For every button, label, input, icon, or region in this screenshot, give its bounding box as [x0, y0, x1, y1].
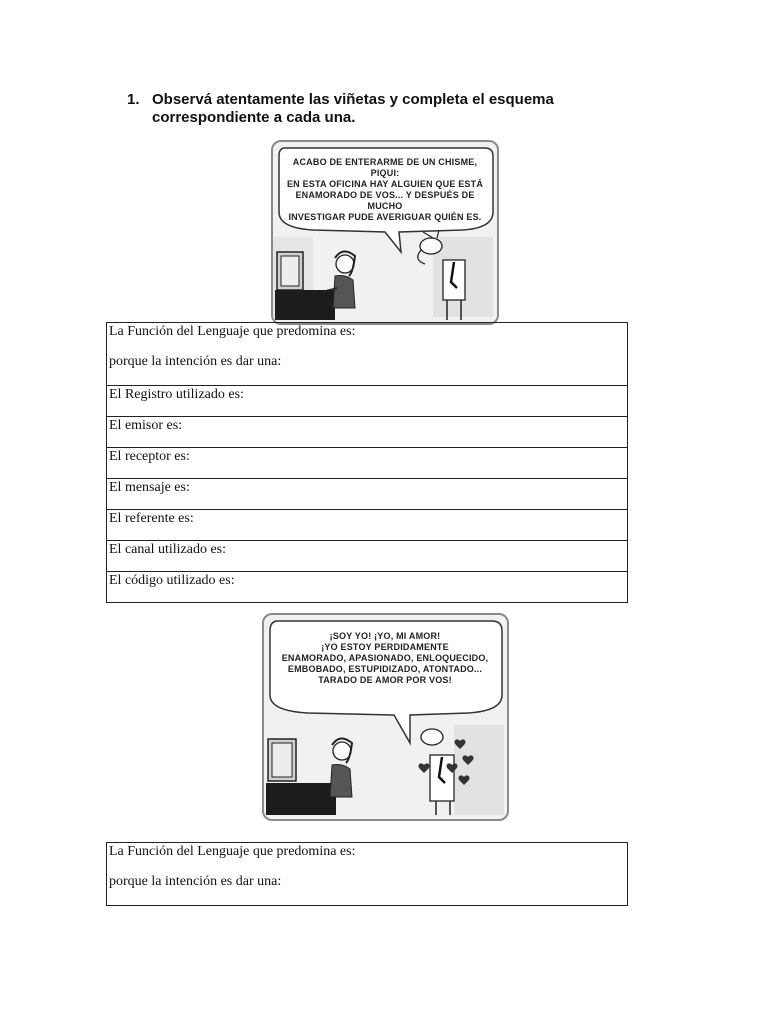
- bubble-line: TARADO DE AMOR POR VOS!: [318, 675, 452, 685]
- referente-cell[interactable]: [107, 510, 628, 541]
- codigo-label: El código utilizado es:: [109, 573, 235, 588]
- receptor-cell[interactable]: [107, 448, 628, 479]
- registro-label: El Registro utilizado es:: [109, 387, 244, 402]
- bubble-line: ENAMORADO DE VOS... Y DESPUÉS DE MUCHO: [295, 190, 475, 211]
- bubble-line: EN ESTA OFICINA HAY ALGUIEN QUE ESTÁ: [286, 179, 484, 189]
- funcion-label-2: La Función del Lenguaje que predomina es:: [109, 844, 356, 859]
- comic-1-speech-bubble: [285, 157, 485, 223]
- canal-label: El canal utilizado es:: [109, 542, 227, 557]
- intencion-label: porque la intención es dar una:: [109, 354, 282, 369]
- comic-2-speech-bubble: [272, 631, 498, 686]
- bubble-line: ¡SOY YO! ¡YO, MI AMOR!: [329, 631, 441, 641]
- referente-label: El referente es:: [109, 511, 194, 526]
- funcion-label: La Función del Lenguaje que predomina es:: [109, 324, 356, 339]
- intencion-label-2: porque la intención es dar una:: [109, 874, 282, 889]
- registro-cell[interactable]: [107, 386, 628, 417]
- receptor-label: El receptor es:: [109, 449, 190, 464]
- bubble-line: ¡YO ESTOY PERDIDAMENTE: [321, 642, 449, 652]
- funcion-intencion-cell-2[interactable]: [107, 843, 628, 906]
- comic-panel-2: [262, 613, 509, 821]
- comic-panel-1: [271, 140, 499, 325]
- bubble-line: ACABO DE ENTERARME DE UN CHISME, PIQUI:: [292, 157, 478, 178]
- bubble-line: EMBOBADO, ESTUPIDIZADO, ATONTADO...: [287, 664, 483, 674]
- funcion-intencion-cell[interactable]: [107, 323, 628, 386]
- codigo-cell[interactable]: [107, 572, 628, 603]
- emisor-cell[interactable]: [107, 417, 628, 448]
- schema-table-1: [106, 322, 628, 603]
- mensaje-label: El mensaje es:: [109, 480, 190, 495]
- schema-table-2: [106, 842, 628, 906]
- instruction-text: Observá atentamente las viñetas y completa el esquema correspondiente a cada una.: [152, 91, 554, 126]
- canal-cell[interactable]: [107, 541, 628, 572]
- emisor-label: El emisor es:: [109, 418, 183, 433]
- bubble-line: INVESTIGAR PUDE AVERIGUAR QUIÉN ES.: [288, 212, 482, 222]
- instruction: [127, 91, 667, 127]
- instruction-number: 1.: [127, 91, 140, 108]
- mensaje-cell[interactable]: [107, 479, 628, 510]
- bubble-line: ENAMORADO, APASIONADO, ENLOQUECIDO,: [281, 653, 489, 663]
